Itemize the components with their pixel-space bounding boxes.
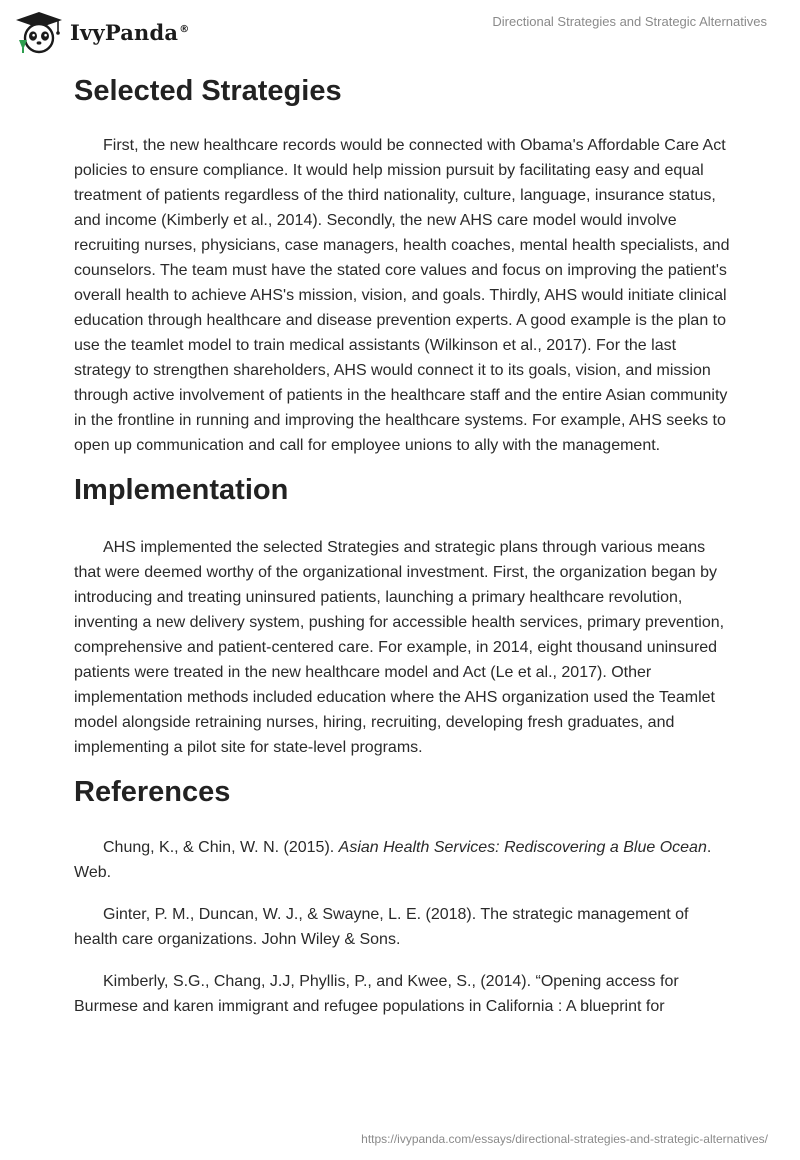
reference-item: Ginter, P. M., Duncan, W. J., & Swayne, L. E. (2018). The strategic management of health care organizations. John Wiley & Sons. [74,906,689,948]
reference-item: Kimberly, S.G., Chang, J.J, Phyllis, P., and Kwee, S., (2014). “Opening access for Burmese and karen immigrant and refugee populations in California : A blueprint for [74,973,679,1015]
essay-content [74,70,730,1019]
reference-text: . Web. [74,839,712,881]
selected-strategies-paragraph: First, the new healthcare records would be connected with Obama's Affordable Care Act policies to ensure compliance. It would help mission pursuit by facilitating easy and equal treatment of patients regardless of the third nationality, culture, language, insurance status, and income (Kimberly et al., 2014). Secondly, the new AHS care model would involve recruiting nurses, physicians, case managers, health coaches, mental health specialists, and counselors. The team must have the stated core values and focus on improving the patient's overall health to achieve AHS's mission, vision, and goals. Thirdly, AHS would initiate clinical education through healthcare and disease prevention experts. A good example is the plan to use the teamlet model to train medical assistants (Wilkinson et al., 2017). For the last strategy to strengthen shareholders, AHS would connect it to its goals, vision, and mission through active involvement of patients in the healthcare staff and the entire Asian community in the frontline in running and improving the healthcare systems. For example, AHS seeks to open up communication and call for employee unions to ally with the management. [74,137,730,454]
brand-name: IvyPanda® [70,19,190,45]
section-heading-references: References [74,776,231,808]
ivypanda-logo[interactable] [14,8,189,56]
section-heading-selected-strategies: Selected Strategies [74,75,342,107]
page-header [0,0,800,60]
section-heading-implementation: Implementation [74,474,289,506]
panda-graduation-cap-icon [14,10,64,54]
reference-title-italic: Asian Health Services: Rediscovering a Blue Ocean [338,839,707,856]
reference-text: Chung, K., & Chin, W. N. (2015). [103,839,339,856]
reference-item [74,835,730,885]
registered-mark: ® [179,23,190,35]
document-title: Directional Strategies and Strategic Alternatives [492,14,767,29]
source-url[interactable]: https://ivypanda.com/essays/directional-strategies-and-strategic-alternatives/ [361,1132,768,1146]
implementation-paragraph: AHS implemented the selected Strategies and strategic plans through various means that were deemed worthy of the organizational investment. First, the organization began by introducing and treating uninsured patients, launching a primary healthcare revolution, inventing a new delivery system, pushing for accessible health services, primary prevention, comprehensive and patient-centered care. For example, in 2014, eight thousand uninsured patients were treated in the new healthcare model and Act (Le et al., 2017). Other implementation methods included education where the AHS organization used the Teamlet model alongside retraining nurses, hiring, recruiting, developing fresh graduates, and implementing a pilot site for state-level programs. [74,539,725,756]
